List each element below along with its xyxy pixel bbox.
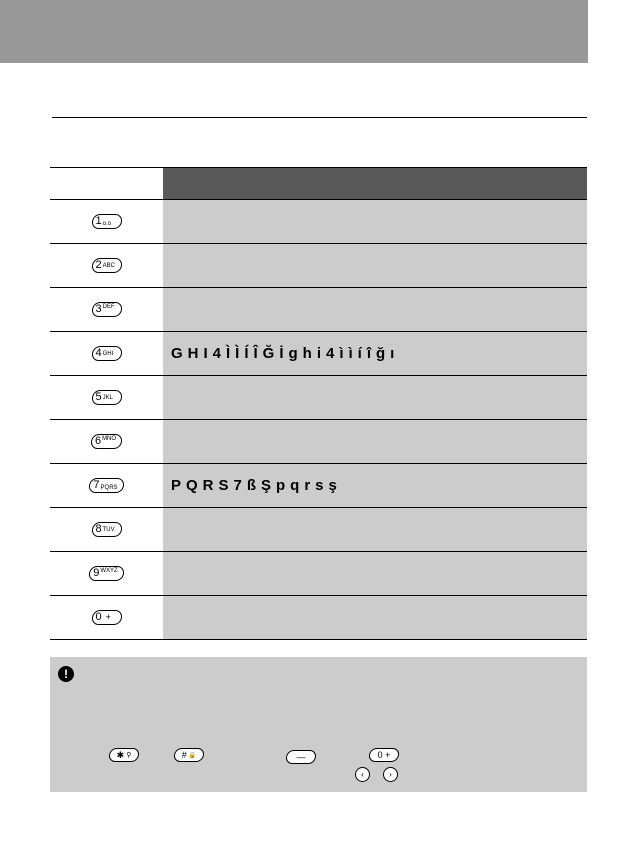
table-row (50, 244, 587, 288)
keypad-7-icon: 7 PQRS (89, 478, 123, 493)
table-row (50, 200, 587, 244)
table-row (50, 464, 587, 508)
key-character-table (50, 167, 587, 640)
keypad-2-icon: 2 ABC (92, 258, 122, 273)
hash-key-icon: # 🔒 (174, 748, 204, 762)
table-row (50, 596, 587, 639)
characters-cell (163, 244, 587, 287)
characters-cell: PQRS7ßŞpqrsş (163, 464, 587, 507)
keypad-1-icon: 1 o.o (92, 214, 122, 229)
menu-key-icon: — (286, 750, 316, 764)
table-header-row (50, 167, 587, 200)
table-row (50, 288, 587, 332)
characters-cell (163, 376, 587, 419)
characters-cell (163, 288, 587, 331)
header-key-column (50, 168, 163, 199)
keypad-5-icon: 5 JKL (92, 390, 122, 405)
table-row (50, 332, 587, 376)
exclamation-icon: ! (58, 666, 74, 682)
characters-cell (163, 508, 587, 551)
table-row (50, 552, 587, 596)
keypad-0-icon: 0 + (92, 610, 122, 625)
characters-cell (163, 420, 587, 463)
keypad-3-icon: 3 DEF (92, 302, 122, 317)
keypad-9-icon: 9 WXYZ (89, 566, 123, 581)
characters-cell (163, 552, 587, 595)
keypad-6-icon: 6 MNO (91, 434, 122, 449)
header-characters-column (163, 168, 587, 199)
nav-right-icon: › (383, 767, 398, 782)
table-row (50, 376, 587, 420)
table-row (50, 420, 587, 464)
characters-cell (163, 200, 587, 243)
header-band (0, 0, 588, 63)
keypad-8-icon: 8 TUV (92, 522, 122, 537)
keypad-4-icon: 4 GHI (92, 346, 122, 361)
star-key-icon: ✱ ⚲ (109, 748, 139, 762)
nav-left-icon: ‹ (355, 767, 370, 782)
zero-key-icon: 0 + (369, 748, 399, 762)
table-row (50, 508, 587, 552)
characters-cell (163, 596, 587, 639)
note-box (50, 657, 587, 792)
characters-cell: GHI4ÌÌÍÎĞİghi4ììíîğı (163, 332, 587, 375)
title-rule (52, 117, 587, 118)
